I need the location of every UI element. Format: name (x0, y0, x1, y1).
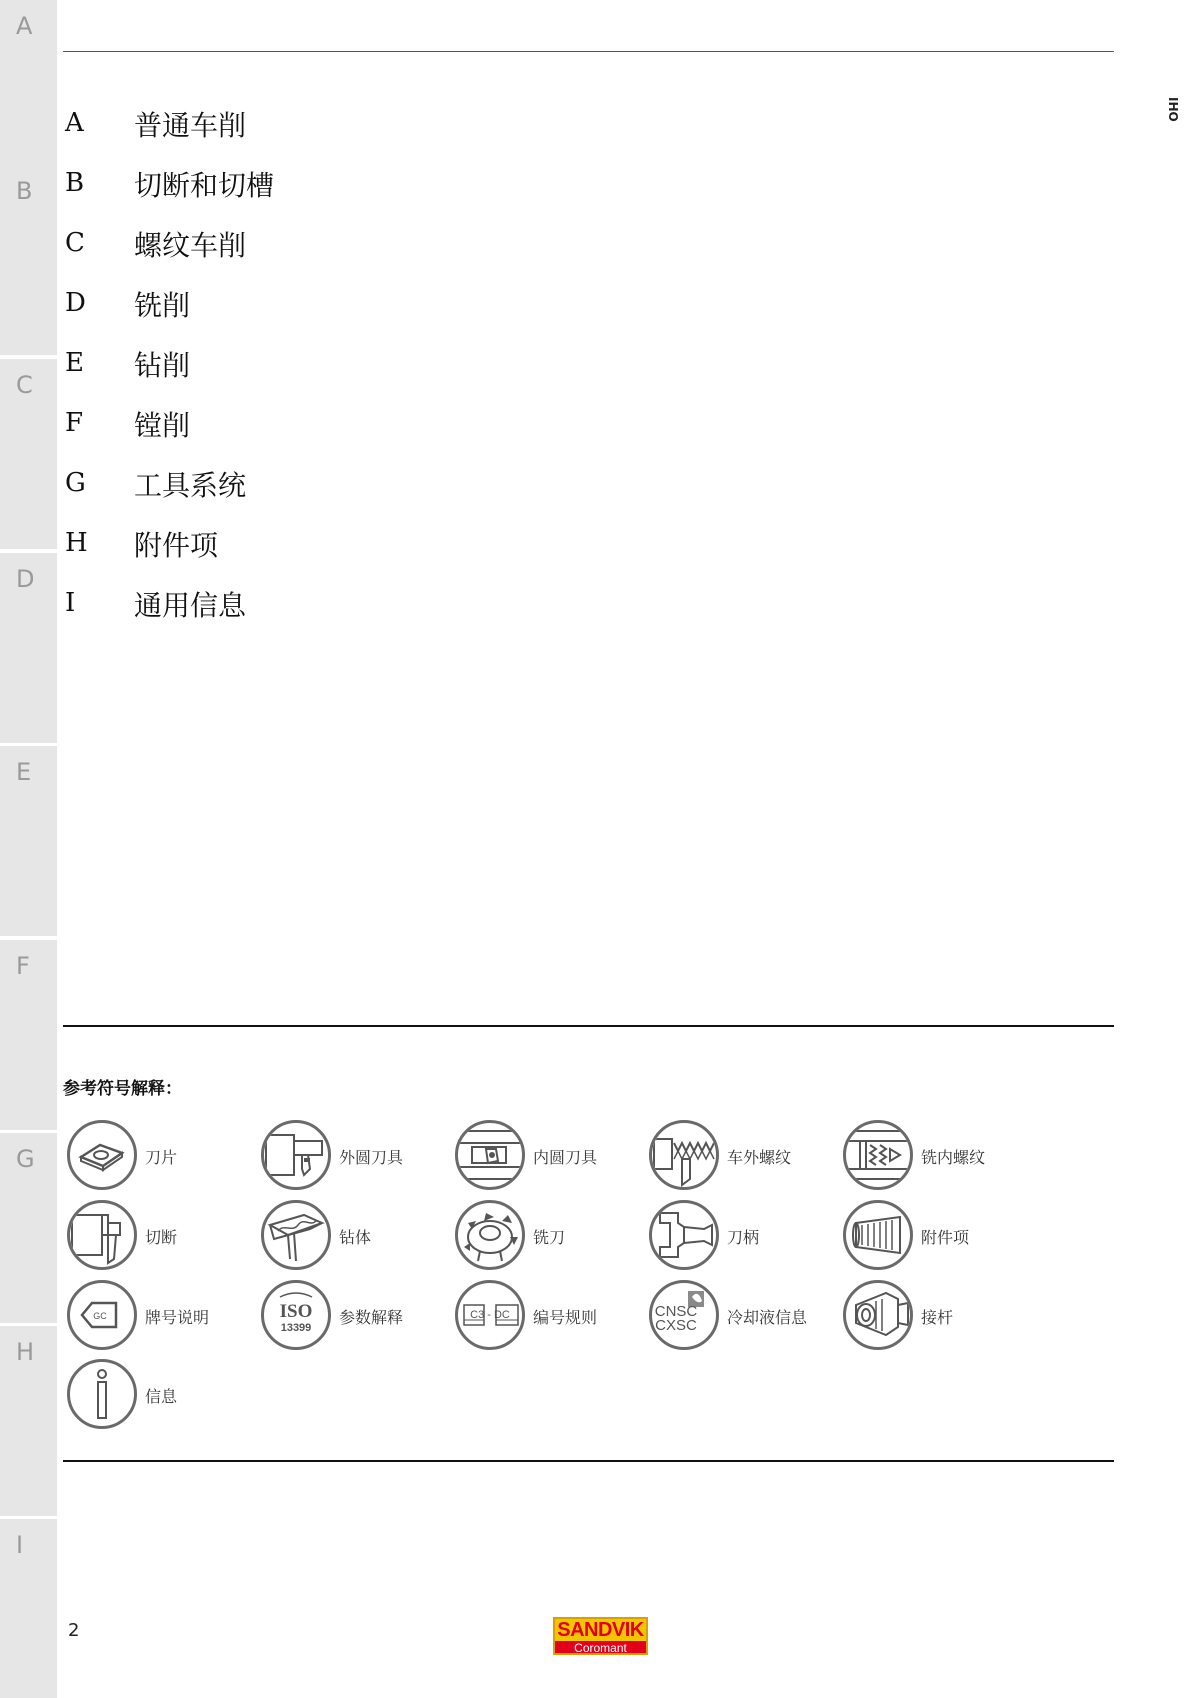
milling-cutter-icon (455, 1200, 525, 1270)
side-tab-letter: D (16, 565, 35, 593)
corner-code: IHO (1166, 97, 1180, 122)
legend-item (649, 1280, 839, 1352)
legend-label: 内圆刀具 (533, 1148, 598, 1167)
legend-item (843, 1280, 1033, 1352)
grade-icon-text: GC (93, 1311, 107, 1321)
side-tab-e[interactable] (0, 746, 57, 936)
legend-item (455, 1280, 645, 1352)
section-link-b[interactable] (63, 160, 463, 200)
legend-item (67, 1200, 257, 1272)
page-number: 2 (68, 1620, 80, 1641)
legend-label: 牌号说明 (145, 1308, 210, 1327)
side-tab-letter: I (16, 1531, 24, 1559)
section-letter: C (65, 228, 85, 258)
tool-holder-icon (649, 1200, 719, 1270)
section-link-g[interactable] (63, 460, 463, 500)
section-letter: G (65, 468, 86, 498)
legend-top-divider (63, 1025, 1114, 1027)
coolant-icon (649, 1280, 719, 1350)
legend-item (67, 1280, 257, 1352)
coolant-icon-subtext: CXSC (655, 1317, 697, 1334)
section-link-e[interactable] (63, 340, 463, 380)
legend-label: 冷却液信息 (727, 1308, 808, 1327)
section-letter: H (65, 528, 88, 558)
legend-title: 参考符号解释： (63, 1079, 182, 1099)
section-tab-strip (0, 0, 57, 1698)
side-tab-letter: B (16, 177, 33, 205)
side-tab-i[interactable] (0, 1519, 57, 1698)
code-key-icon (455, 1280, 525, 1350)
legend-item (843, 1200, 1033, 1272)
section-title: 普通车削 (134, 109, 247, 142)
legend-item (843, 1120, 1033, 1192)
legend-label: 铣内螺纹 (921, 1148, 986, 1167)
sandvik-coromant-logo (553, 1617, 648, 1655)
insert-icon (67, 1120, 137, 1190)
logo-brand: SANDVIK (555, 1619, 646, 1641)
iso-icon (261, 1280, 331, 1350)
section-title: 通用信息 (134, 589, 247, 622)
section-title: 工具系统 (134, 469, 247, 502)
logo-sub: Coromant (574, 1641, 627, 1655)
external-tool-icon (261, 1120, 331, 1190)
side-tab-d[interactable] (0, 553, 57, 743)
section-title: 切断和切槽 (134, 169, 275, 202)
section-letter: I (65, 588, 76, 618)
legend-item (261, 1120, 451, 1192)
legend-label: 信息 (145, 1387, 178, 1406)
legend-label: 刀片 (145, 1148, 178, 1167)
thread-milling-icon (843, 1120, 913, 1190)
legend-item (455, 1200, 645, 1272)
section-link-h[interactable] (63, 520, 463, 560)
iso-icon-subtext: 13399 (280, 1322, 312, 1334)
top-divider (63, 51, 1114, 52)
iso-icon-text: ISO (279, 1301, 313, 1322)
legend-item (261, 1200, 451, 1272)
section-letter: F (65, 408, 84, 438)
section-title: 镗削 (134, 409, 191, 442)
info-icon (67, 1359, 137, 1429)
legend-item (67, 1359, 257, 1431)
legend-label: 钻体 (339, 1228, 372, 1247)
side-tab-letter: A (16, 12, 33, 40)
legend-bottom-divider (63, 1460, 1114, 1462)
legend-label: 编号规则 (533, 1308, 598, 1327)
section-letter: B (65, 168, 85, 198)
side-tab-h[interactable] (0, 1326, 57, 1516)
legend-item (455, 1120, 645, 1192)
section-link-i[interactable] (63, 580, 463, 620)
drill-icon (261, 1200, 331, 1270)
code-key-icon-text: C3 - DC (470, 1309, 510, 1321)
section-link-f[interactable] (63, 400, 463, 440)
external-thread-icon (649, 1120, 719, 1190)
side-tab-letter: H (16, 1338, 35, 1366)
side-tab-g[interactable] (0, 1133, 57, 1323)
accessory-icon (843, 1200, 913, 1270)
side-tab-c[interactable] (0, 359, 57, 549)
legend-label: 铣刀 (533, 1228, 566, 1247)
section-title: 钻削 (134, 349, 191, 382)
side-tab-letter: F (16, 952, 30, 980)
side-tab-a[interactable] (0, 0, 57, 190)
section-link-c[interactable] (63, 220, 463, 260)
legend-label: 外圆刀具 (339, 1148, 404, 1167)
side-tab-b[interactable] (0, 165, 57, 355)
grade-icon (67, 1280, 137, 1350)
side-tab-letter: G (16, 1145, 35, 1173)
coolant-icon-text: CNSC (654, 1303, 698, 1320)
parting-icon (67, 1200, 137, 1270)
section-letter: A (65, 108, 84, 138)
legend-item (649, 1120, 839, 1192)
legend-label: 刀柄 (727, 1228, 760, 1247)
legend-label: 切断 (145, 1228, 178, 1247)
section-link-a[interactable] (63, 100, 463, 140)
legend-item (67, 1120, 257, 1192)
section-title: 附件项 (134, 529, 219, 562)
legend-item (261, 1280, 451, 1352)
legend-label: 接杆 (921, 1308, 954, 1327)
side-tab-f[interactable] (0, 940, 57, 1130)
internal-tool-icon (455, 1120, 525, 1190)
legend-label: 参数解释 (339, 1308, 404, 1327)
section-link-d[interactable] (63, 280, 463, 320)
side-tab-letter: E (16, 758, 32, 786)
section-title: 铣削 (134, 289, 191, 322)
section-letter: D (65, 288, 86, 318)
section-letter: E (65, 348, 84, 378)
legend-label: 车外螺纹 (727, 1148, 792, 1167)
section-title: 螺纹车削 (134, 229, 247, 262)
legend-item (649, 1200, 839, 1272)
legend-label: 附件项 (921, 1228, 970, 1247)
side-tab-letter: C (16, 371, 33, 399)
adaptor-icon (843, 1280, 913, 1350)
